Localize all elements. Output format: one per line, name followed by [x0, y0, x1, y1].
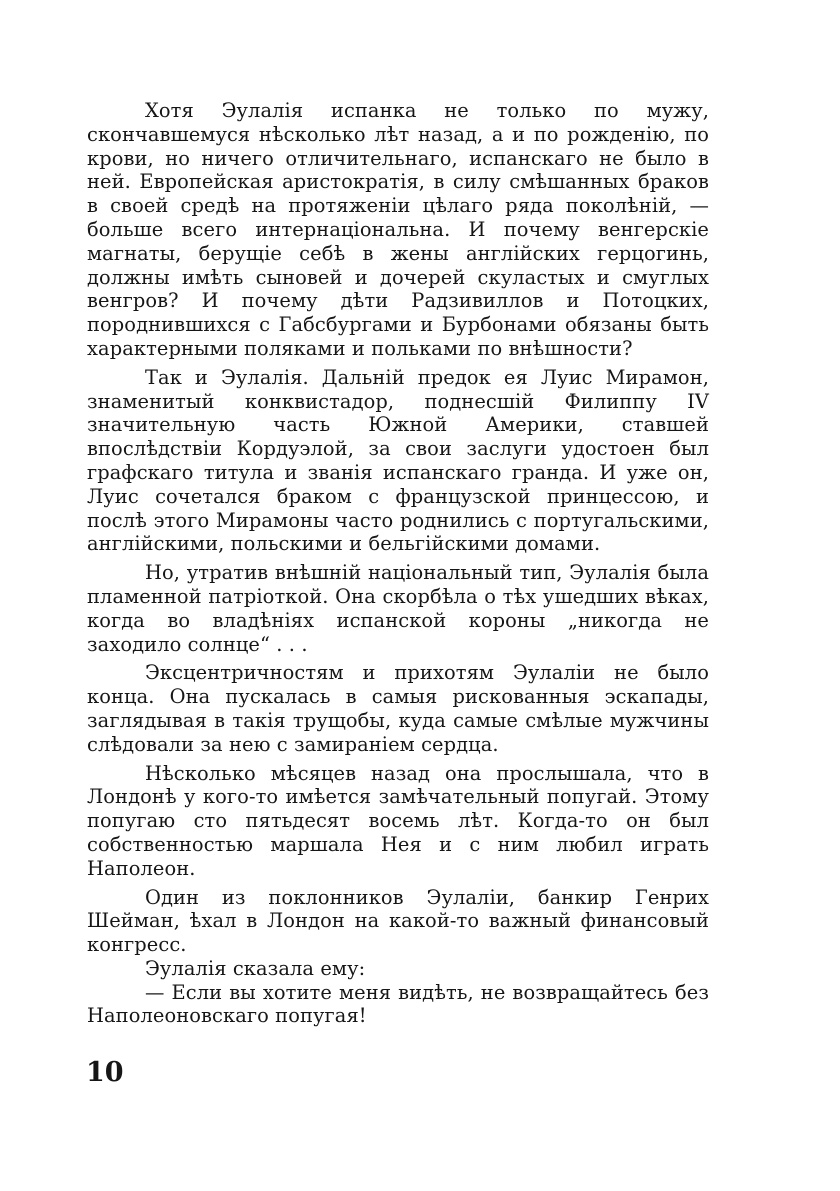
paragraph-6: Один из поклонников Эулаліи, банкир Генрих Шейман, ѣхал в Лондон на какой-то важный финансовый конгресс.: [87, 885, 709, 957]
paragraph-4: Эксцентричностям и прихотям Эулаліи не было конца. Она пускалась в самыя рискованныя эскапады, заглядывая в такія трущобы, куда самые смѣлые мужчины слѣдовали за нею с замираніем сердца.: [87, 661, 709, 756]
page-number: 10: [86, 1057, 124, 1088]
paragraph-8: — Если вы хотите меня видѣть, не возвращайтесь без Наполеоновскаго попугая!: [87, 980, 709, 1028]
paragraph-5: Нѣсколько мѣсяцев назад она прослышала, что в Лондонѣ у кого-то имѣется замѣчательный попугай. Этому попугаю сто пятьдесят восемь лѣт. Когда-то он был собственностью маршала Нея и с ним любил играть Наполеон.: [87, 761, 709, 880]
paragraph-7: Эулалія сказала ему:: [145, 956, 366, 980]
paragraph-3: Но, утратив внѣшній національный тип, Эулалія была пламенной патріоткой. Она скорбѣла о тѣх ушедших вѣках, когда во владѣніях испанской короны „никогда не заходило солнце“ . . .: [87, 561, 709, 656]
paragraph-1: Хотя Эулалія испанка не только по мужу, скончавшемуся нѣсколько лѣт назад, а и по рожденію, по крови, но ничего отличительнаго, испанскаго не было в ней. Европейская аристократія, в силу смѣшанных браков в своей средѣ на протяженіи цѣлаго ряда поколѣній, — больше всего интернаціональна. И почему венгерскіе магнаты, берущіе себѣ в жены англійских герцогинь, должны имѣть сыновей и дочерей скуластых и смуглых венгров? И почему дѣти Радзивиллов и Потоцких, породнившихся с Габсбургами и Бурбонами обязаны быть характерными поляками и польками по внѣшности?: [87, 99, 709, 360]
paragraph-2: Так и Эулалія. Дальній предок ея Луис Мирамон, знаменитый конквистадор, поднесшій Филиппу IV значительную часть Южной Америки, ставшей впослѣдствіи Кордуэлой, за свои заслуги удостоен был графскаго титула и званія испанскаго гранда. И уже он, Луис сочетался браком с французской принцессою, и послѣ этого Мирамоны часто роднились с португальскими, англійскими, польскими и бельгійскими домами.: [87, 365, 709, 556]
page-text: [87, 99, 709, 1028]
